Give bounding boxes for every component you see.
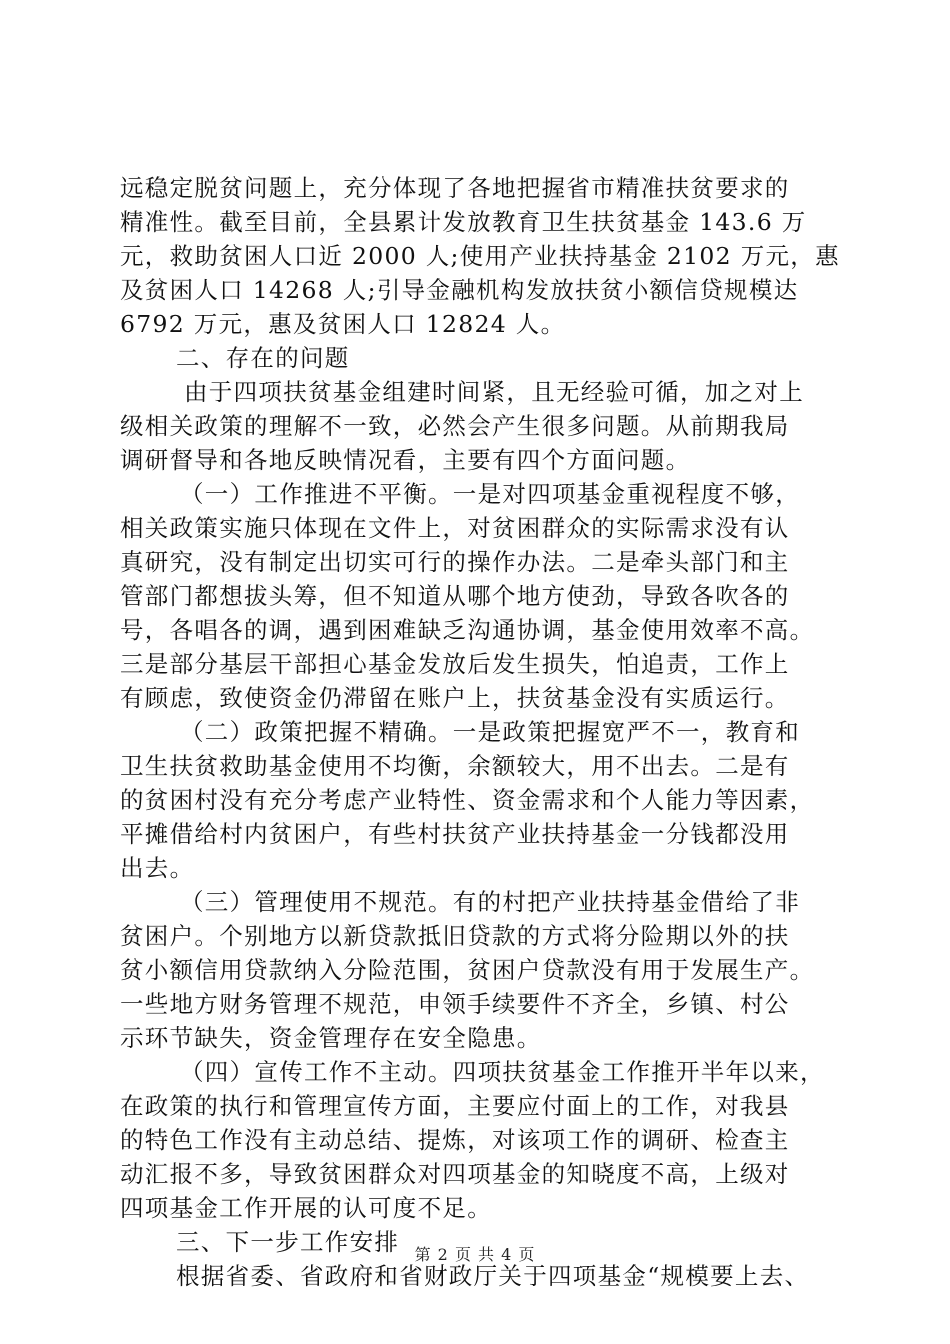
- subsection-paragraph-start: （三）管理使用不规范。有的村把产业扶持基金借给了非: [180, 888, 800, 916]
- text-line: 四项基金工作开展的认可度不足。: [120, 1194, 492, 1222]
- subsection-paragraph-start: （四）宣传工作不主动。四项扶贫基金工作推开半年以来，: [180, 1058, 825, 1086]
- text-line: 6792 万元，惠及贫困人口 12824 人。: [120, 310, 566, 338]
- text-line: 级相关政策的理解不一致，必然会产生很多问题。从前期我局: [120, 412, 790, 440]
- section-heading: 二、存在的问题: [176, 344, 350, 372]
- text-line: 示环节缺失，资金管理存在安全隐患。: [120, 1024, 542, 1052]
- text-line: 的贫困村没有充分考虑产业特性、资金需求和个人能力等因素，: [120, 786, 815, 814]
- page-number-footer: 第 2 页 共 4 页: [414, 1245, 536, 1264]
- text-line: 的特色工作没有主动总结、提炼，对该项工作的调研、检查主: [120, 1126, 790, 1154]
- text-line: 及贫困人口 14268 人;引导金融机构发放扶贫小额信贷规模达: [120, 276, 799, 304]
- document-body: [120, 171, 840, 1293]
- subsection-paragraph-start: （二）政策把握不精确。一是政策把握宽严不一，教育和: [180, 718, 800, 746]
- text-line: 一些地方财务管理不规范，申领手续要件不齐全，乡镇、村公: [120, 990, 790, 1018]
- text-line: 相关政策实施只体现在文件上，对贫困群众的实际需求没有认: [120, 514, 790, 542]
- text-line: 有顾虑，致使资金仍滞留在账户上，扶贫基金没有实质运行。: [120, 684, 790, 712]
- text-line: 贫小额信用贷款纳入分险范围，贫困户贷款没有用于发展生产。: [120, 956, 815, 984]
- text-line: 远稳定脱贫问题上，充分体现了各地把握省市精准扶贫要求的: [120, 174, 790, 202]
- text-line: 出去。: [120, 854, 195, 882]
- text-line: 管部门都想拔头筹，但不知道从哪个地方使劲，导致各吹各的: [120, 582, 790, 610]
- text-line: 真研究，没有制定出切实可行的操作办法。二是牵头部门和主: [120, 548, 790, 576]
- text-line: 在政策的执行和管理宣传方面，主要应付面上的工作，对我县: [120, 1092, 790, 1120]
- text-line: 元，救助贫困人口近 2000 人;使用产业扶持基金 2102 万元，惠: [120, 242, 840, 270]
- text-line: 根据省委、省政府和省财政厅关于四项基金“规模要上去、: [176, 1262, 810, 1290]
- text-line: 号，各唱各的调，遇到困难缺乏沟通协调，基金使用效率不高。: [120, 616, 815, 644]
- text-line: 调研督导和各地反映情况看，主要有四个方面问题。: [120, 446, 691, 474]
- text-line: 精准性。截至目前，全县累计发放教育卫生扶贫基金 143.6 万: [120, 208, 807, 236]
- text-line: 动汇报不多，导致贫困群众对四项基金的知晓度不高，上级对: [120, 1160, 790, 1188]
- subsection-paragraph-start: （一）工作推进不平衡。一是对四项基金重视程度不够，: [180, 480, 800, 508]
- text-line: 由于四项扶贫基金组建时间紧，且无经验可循，加之对上: [184, 378, 804, 406]
- text-line: 三是部分基层干部担心基金发放后发生损失，怕追责，工作上: [120, 650, 790, 678]
- text-line: 卫生扶贫救助基金使用不均衡，余额较大，用不出去。二是有: [120, 752, 790, 780]
- text-line: 平摊借给村内贫困户，有些村扶贫产业扶持基金一分钱都没用: [120, 820, 790, 848]
- text-line: 贫困户。个别地方以新贷款抵旧贷款的方式将分险期以外的扶: [120, 922, 790, 950]
- section-heading: 三、下一步工作安排: [176, 1228, 400, 1256]
